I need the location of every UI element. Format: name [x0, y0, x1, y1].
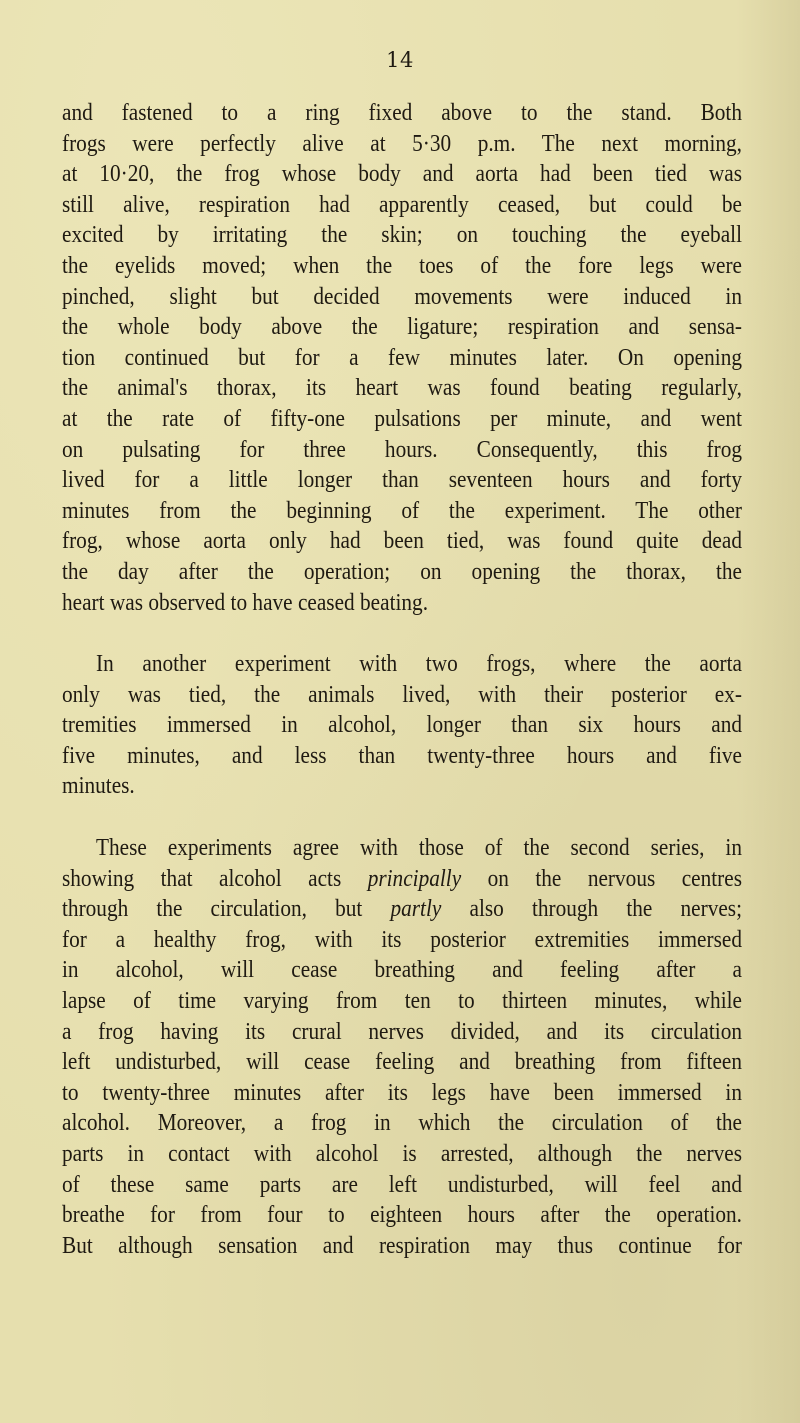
text-line: pinched, slight but decided movements were induced in [62, 282, 742, 309]
text-line: lapse of time varying from ten to thirteen minutes, while [62, 986, 742, 1014]
text-line: to twenty-three minutes after its legs have been immersed in [62, 1078, 742, 1106]
text-segment: on the nervous centres [461, 864, 742, 892]
text-segment: showing that alcohol acts [62, 864, 368, 892]
text-line: But although sensation and respiration may thus continue for [62, 1231, 742, 1259]
text-line: frogs were perfectly alive at 5·30 p.m. The next morning, [62, 129, 742, 156]
paragraph-gap [62, 617, 742, 648]
text-line: minutes. [62, 771, 135, 799]
text-line: excited by irritating the skin; on touching the eyeball [62, 220, 742, 248]
body-text [62, 97, 742, 1260]
text-line: parts in contact with alcohol is arrested, although the nerves [62, 1139, 742, 1167]
text-line: heart was observed to have ceased beating. [62, 588, 429, 615]
text-line: the whole body above the ligature; respiration and sensa- [62, 312, 742, 340]
text-line: These experiments agree with those of the second series, in [96, 833, 742, 861]
text-line: minutes from the beginning of the experiment. The other [62, 496, 742, 524]
text-segment: through the circulation, but [62, 894, 391, 922]
text-line-with-emphasis [62, 861, 742, 895]
text-line: the animal's thorax, its heart was found beating regularly, [62, 373, 742, 401]
text-line: lived for a little longer than seventeen hours and forty [62, 465, 742, 493]
paragraph-gap [62, 801, 742, 832]
text-line: the eyelids moved; when the toes of the fore legs were [62, 251, 742, 279]
text-segment: also through the nerves; [441, 894, 743, 922]
emphasis-principally: principally [367, 864, 462, 892]
text-line: In another experiment with two frogs, where the aorta [96, 649, 742, 677]
text-line: frog, whose aorta only had been tied, was found quite dead [62, 526, 742, 554]
text-line: of these same parts are left undisturbed, will feel and [62, 1170, 742, 1197]
text-line: for a healthy frog, with its posterior extremities immersed [62, 925, 742, 953]
text-line: alcohol. Moreover, a frog in which the circulation of the [62, 1108, 742, 1136]
text-line: only was tied, the animals lived, with their posterior ex- [62, 680, 742, 708]
text-line: at the rate of fifty-one pulsations per minute, and went [62, 404, 742, 432]
text-line: breathe for from four to eighteen hours after the operation. [62, 1200, 742, 1228]
text-line: on pulsating for three hours. Consequently, this frog [62, 435, 742, 462]
text-line: the day after the operation; on opening the thorax, the [62, 557, 742, 585]
text-line: tremities immersed in alcohol, longer than six hours and [62, 710, 742, 738]
page-number: 14 [386, 48, 414, 72]
text-line: still alive, respiration had apparently ceased, but could be [62, 190, 742, 218]
text-line: left undisturbed, will cease feeling and breathing from fifteen [62, 1047, 742, 1075]
text-line: and fastened to a ring fixed above to the stand. Both [62, 98, 742, 126]
emphasis-partly: partly [390, 894, 442, 922]
text-line: tion continued but for a few minutes later. On opening [62, 343, 742, 371]
text-line: five minutes, and less than twenty-three hours and five [62, 741, 742, 769]
text-line-with-emphasis [62, 891, 742, 925]
text-line: a frog having its crural nerves divided, and its circulation [62, 1017, 742, 1045]
text-line: at 10·20, the frog whose body and aorta had been tied was [62, 159, 742, 187]
text-line: in alcohol, will cease breathing and feeling after a [62, 955, 742, 983]
